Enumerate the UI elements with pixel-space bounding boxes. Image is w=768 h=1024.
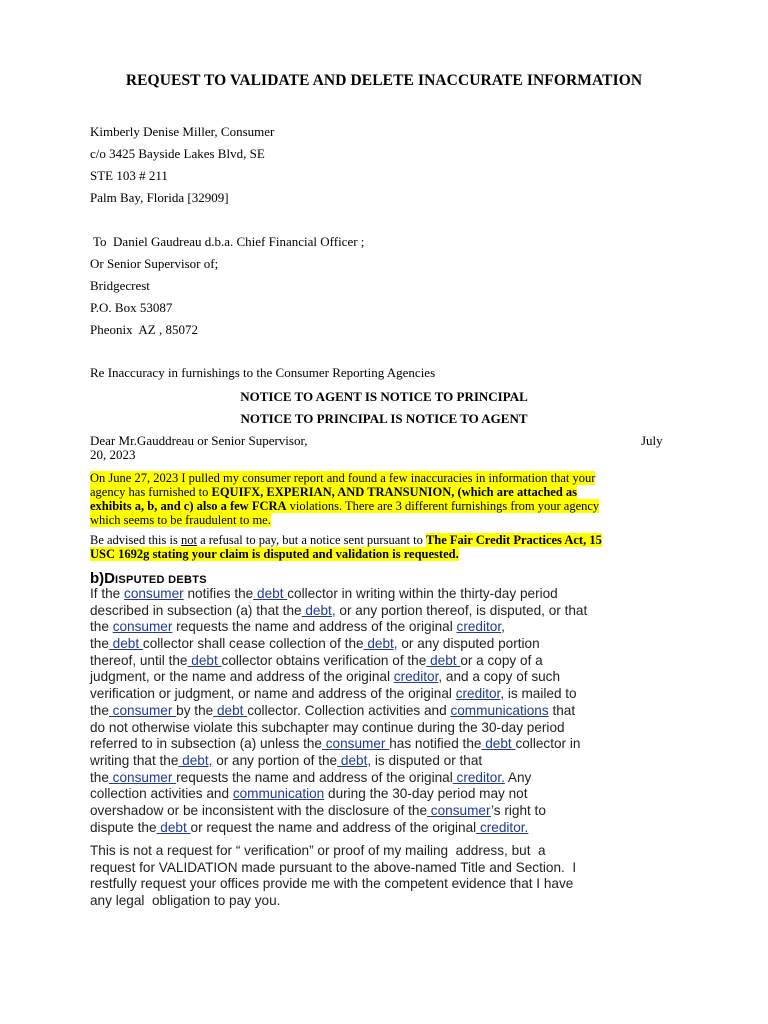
statute-text: collector. Collection activities and	[247, 702, 451, 718]
debt-link[interactable]: debt,	[337, 752, 372, 768]
statute-line	[90, 636, 680, 653]
statute-line	[90, 770, 680, 787]
statute-text: the	[90, 619, 113, 635]
debt-link[interactable]: debt,	[363, 636, 398, 652]
statute-line	[90, 686, 680, 703]
statute-text: , and a copy of such	[438, 669, 561, 685]
statute-text: notifies the	[183, 586, 254, 601]
consumer-link[interactable]: consumer	[124, 586, 184, 601]
statute-text: collector in	[515, 736, 581, 752]
statute-text: described in subsection (a) that the	[90, 602, 302, 618]
statute-text: by the	[176, 702, 214, 718]
communication-link[interactable]: communication	[232, 786, 325, 802]
statute-text: thereof, until the	[90, 652, 188, 668]
closing-line: any legal obligation to pay you.	[90, 893, 281, 909]
statute-line	[90, 586, 680, 603]
statute-text: do not otherwise violate this subchapter may continue during the 30-day period	[90, 719, 565, 735]
statute-line	[90, 703, 680, 720]
consumer-link[interactable]: consumer	[112, 619, 173, 635]
statute-text: collector in writing within the thirty-day period	[287, 586, 558, 601]
statute-line	[90, 653, 680, 670]
sender-name: Kimberly Denise Miller, Consumer	[90, 124, 275, 139]
statute-text: ’s right to	[490, 802, 546, 818]
statute-text: collector shall cease collection of the	[142, 636, 364, 652]
statute-text: or any disputed portion	[397, 636, 540, 652]
letter-date-month: July	[641, 433, 663, 448]
statute-line	[90, 619, 680, 636]
statute-text: or request the name and address of the original	[190, 819, 477, 835]
statute-text: dispute the	[90, 819, 157, 835]
sender-address-line1: c/o 3425 Bayside Lakes Blvd, SE	[90, 146, 265, 161]
consumer-link[interactable]: consumer	[108, 769, 177, 785]
consumer-link[interactable]: consumer	[427, 802, 491, 818]
statute-text: is disputed or that	[371, 752, 483, 768]
closing-line: request for VALIDATION made pursuant to the above-named Title and Section. I	[90, 859, 577, 875]
letter-date-day-year: 20, 2023	[90, 447, 136, 462]
statute-paragraph	[90, 586, 680, 836]
statute-text: overshadow or be inconsistent with the disclosure of the	[90, 802, 428, 818]
closing-line: This is not a request for “ verification” or proof of my mailing address, but a	[90, 843, 546, 858]
statute-text: the	[90, 702, 109, 718]
statute-text: verification or judgment, or name and address of the original	[90, 686, 456, 702]
debt-link[interactable]: debt	[187, 652, 222, 668]
consumer-link[interactable]: consumer	[321, 736, 390, 752]
debt-link[interactable]: debt	[426, 652, 461, 668]
recipient-city: Pheonix AZ , 85072	[90, 322, 198, 337]
closing-paragraph	[90, 843, 680, 910]
creditor-link[interactable]: creditor.	[452, 769, 505, 785]
statute-text: collection activities and	[90, 786, 233, 802]
document-title: REQUEST TO VALIDATE AND DELETE INACCURATE INFORMATION	[125, 72, 643, 89]
communications-link[interactable]: communications	[450, 702, 549, 718]
section-heading: b)DISPUTED DEBTS	[90, 570, 207, 587]
recipient-company: Bridgecrest	[90, 278, 150, 293]
creditor-link[interactable]: creditor	[456, 619, 502, 635]
statute-text: judgment, or the name and address of the original	[90, 669, 394, 685]
statute-line	[90, 803, 680, 820]
debt-link[interactable]: debt	[156, 819, 191, 835]
statute-text: requests the name and address of the original	[172, 619, 457, 635]
statute-text: or any portion thereof, is disputed, or that	[335, 602, 588, 618]
statute-line	[90, 736, 680, 753]
sender-city: Palm Bay, Florida [32909]	[90, 190, 229, 205]
notice-principal-agent: NOTICE TO PRINCIPAL IS NOTICE TO AGENT	[240, 411, 528, 426]
creditor-link[interactable]: creditor.	[476, 819, 529, 835]
statute-text: requests the name and address of the original	[176, 769, 453, 785]
debt-link[interactable]: debt	[213, 702, 248, 718]
statute-line	[90, 603, 680, 620]
statute-text: If the	[90, 586, 125, 601]
re-line: Re Inaccuracy in furnishings to the Consumer Reporting Agencies	[90, 365, 436, 380]
salutation: Dear Mr.Gauddreau or Senior Supervisor,	[90, 433, 308, 448]
statute-text: has notified the	[389, 736, 482, 752]
statute-text: the	[90, 636, 109, 652]
highlighted-paragraph: On June 27, 2023 I pulled my consumer report and found a few inaccuracies in information that your agency has furnished to EQUIFX, EXPERIAN, AND TRANSUNION, (which are attached as exhibits a, b, and c) also a few FCRA violations. There are 3 different furnishings from your agency which seems to be fraudulent to me.	[90, 471, 600, 527]
statute-text: ,	[501, 619, 505, 635]
debt-link[interactable]: debt	[253, 586, 288, 601]
closing-line: restfully request your offices provide me with the competent evidence that I have	[90, 876, 574, 892]
consumer-link[interactable]: consumer	[108, 702, 177, 718]
sender-address-line2: STE 103 # 211	[90, 168, 168, 183]
debt-link[interactable]: debt,	[178, 752, 213, 768]
statute-line	[90, 786, 680, 803]
statute-text: that	[548, 702, 576, 718]
statute-line	[90, 720, 680, 737]
debt-link[interactable]: debt	[481, 736, 516, 752]
statute-line	[90, 669, 680, 686]
statute-text: referred to in subsection (a) unless the	[90, 736, 322, 752]
statute-text: the	[90, 769, 109, 785]
statute-text: during the 30-day period may not	[324, 786, 528, 802]
recipient-supervisor: Or Senior Supervisor of;	[90, 256, 219, 271]
advisory-paragraph: Be advised this is not a refusal to pay, but a notice sent pursuant to The Fair Credit Practices Act, 15 USC 1692g stating your claim is disputed and validation is requested.	[90, 533, 602, 561]
statute-text: collector obtains verification of the	[221, 652, 427, 668]
statute-text: Any	[504, 769, 532, 785]
creditor-link[interactable]: creditor	[455, 686, 501, 702]
statute-text: , is mailed to	[500, 686, 577, 702]
statute-text: writing that the	[90, 752, 179, 768]
recipient-to: To Daniel Gaudreau d.b.a. Chief Financial Officer ;	[90, 234, 365, 249]
statute-text: or a copy of a	[460, 652, 543, 668]
statute-line	[90, 753, 680, 770]
recipient-po-box: P.O. Box 53087	[90, 300, 173, 315]
statute-line	[90, 820, 680, 837]
debt-link[interactable]: debt	[108, 636, 143, 652]
creditor-link[interactable]: creditor	[393, 669, 439, 685]
statute-text: or any portion of the	[212, 752, 338, 768]
debt-link[interactable]: debt,	[301, 602, 336, 618]
notice-agent-principal: NOTICE TO AGENT IS NOTICE TO PRINCIPAL	[240, 389, 528, 404]
